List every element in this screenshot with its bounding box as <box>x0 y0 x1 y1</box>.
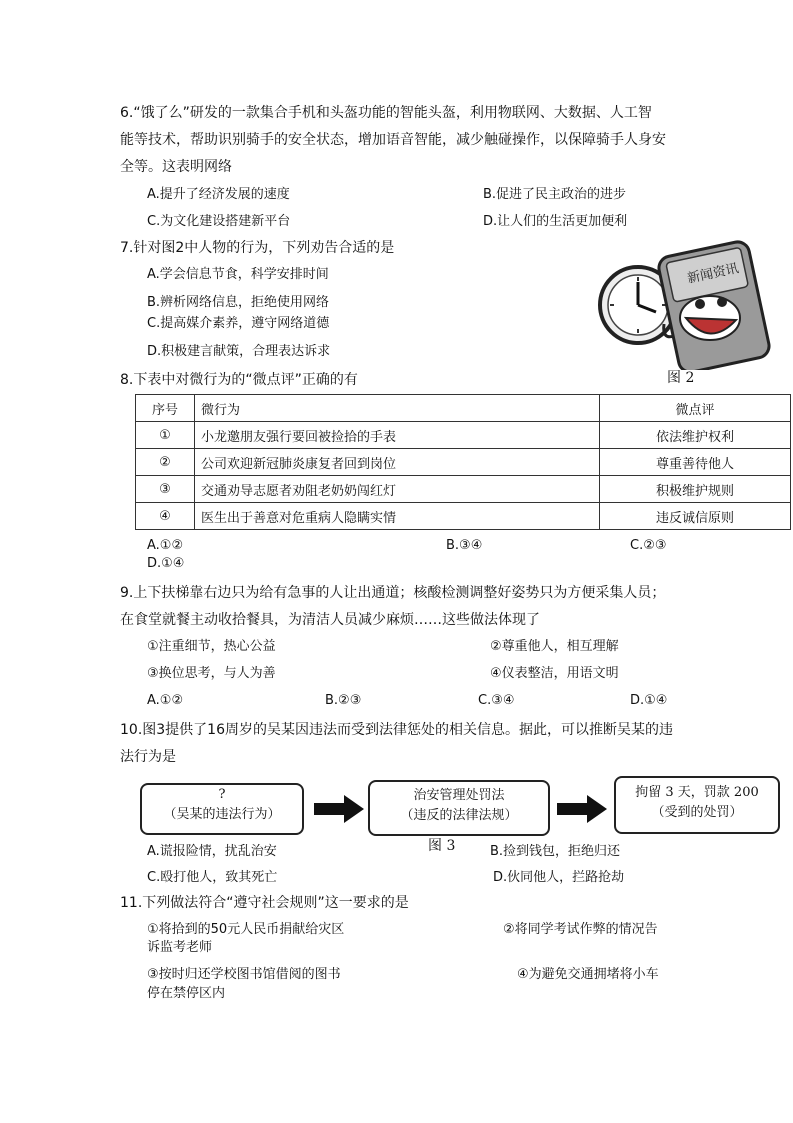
q7-option-a: A.学会信息节食，科学安排时间 <box>147 267 329 282</box>
table-cell-index: ② <box>136 449 195 476</box>
q10-option-c: C.殴打他人，致其死亡 <box>147 870 278 885</box>
q7-option-c: C.提高媒介素养，遵守网络道德 <box>147 316 330 331</box>
q11-stem: 11.下列做法符合“遵守社会规则”这一要求的是 <box>120 895 409 911</box>
q9-option-c: C.③④ <box>478 693 515 708</box>
q9-stem-line2: 在食堂就餐主动收拾餐具，为清洁人员减少麻烦……这些做法体现了 <box>120 612 540 628</box>
q6-option-d: D.让人们的生活更加便利 <box>483 214 628 229</box>
q6-option-b: B.促进了民主政治的进步 <box>483 187 627 202</box>
table-row <box>136 422 791 449</box>
table-cell-behavior: 医生出于善意对危重病人隐瞒实情 <box>195 503 600 530</box>
table-cell-index: ① <box>136 422 195 449</box>
q9-statement-3: ③换位思考，与人为善 <box>147 666 276 681</box>
q7-option-b: B.辨析网络信息，拒绝使用网络 <box>147 295 330 310</box>
q8-option-c: C.②③ <box>630 538 667 553</box>
table-row <box>136 476 791 503</box>
q9-statement-2: ②尊重他人，相互理解 <box>490 639 619 654</box>
table-cell-comment: 依法维护权利 <box>600 422 791 449</box>
table-header-behavior: 微行为 <box>195 395 600 422</box>
table-cell-behavior: 交通劝导志愿者劝阻老奶奶闯红灯 <box>195 476 600 503</box>
arrow-right-icon <box>314 795 364 823</box>
q10-stem-line1: 10.图3提供了16周岁的吴某因违法而受到法律惩处的相关信息。据此，可以推断吴某的违 <box>120 722 673 738</box>
table-header-row <box>136 395 791 422</box>
table-cell-comment: 违反诚信原则 <box>600 503 791 530</box>
q6-stem-line3: 全等。这表明网络 <box>120 159 232 175</box>
arrow-right-icon <box>557 795 607 823</box>
q7-stem: 7.针对图2中人物的行为，下列劝告合适的是 <box>120 240 395 256</box>
q6-stem-line1: 6.“饿了么”研发的一款集合手机和头盔功能的智能头盔，利用物联网、大数据、人工智 <box>120 105 652 121</box>
table-cell-index: ③ <box>136 476 195 503</box>
q9-option-d: D.①④ <box>630 693 668 708</box>
flow-box-penalty-top: 拘留 3 天，罚款 200 <box>635 785 759 800</box>
table-row <box>136 449 791 476</box>
table-cell-comment: 积极维护规则 <box>600 476 791 503</box>
figure-2-illustration <box>598 240 773 370</box>
q6-option-c: C.为文化建设搭建新平台 <box>147 214 291 229</box>
phone-eating-clock-illustration <box>598 240 773 370</box>
flow-box-illegal-act-bottom: （吴某的违法行为） <box>163 807 281 822</box>
flow-box-law-bottom: （违反的法律法规） <box>400 808 518 823</box>
q9-option-b: B.②③ <box>325 693 362 708</box>
micro-behavior-table <box>135 394 791 530</box>
q8-stem: 8.下表中对微行为的“微点评”正确的有 <box>120 372 358 388</box>
phone-character-icon <box>657 240 772 370</box>
q11-statement-4: ④为避免交通拥堵将小车 <box>517 967 659 982</box>
q9-option-a: A.①② <box>147 693 184 708</box>
table-header-index: 序号 <box>136 395 195 422</box>
flow-box-law <box>368 780 550 836</box>
q11-statement-2-cont: 诉监考老师 <box>147 940 213 955</box>
flow-box-law-top: 治安管理处罚法 <box>413 788 505 803</box>
q11-statement-4-cont: 停在禁停区内 <box>147 986 226 1001</box>
q10-option-d: D.伙同他人，拦路抢劫 <box>493 870 625 885</box>
q10-stem-line2: 法行为是 <box>120 749 176 765</box>
q11-statement-1: ①将拾到的50元人民币捐献给灾区 <box>147 922 345 937</box>
q6-option-a: A.提升了经济发展的速度 <box>147 187 290 202</box>
q10-option-a: A.谎报险情，扰乱治安 <box>147 844 277 859</box>
figure-3-caption: 图 3 <box>428 838 456 854</box>
q11-statement-3: ③按时归还学校图书馆借阅的图书 <box>147 967 341 982</box>
table-header-comment: 微点评 <box>600 395 791 422</box>
q6-stem-line2: 能等技术，帮助识别骑手的安全状态，增加语音智能，减少触碰操作，以保障骑手人身安 <box>120 132 666 148</box>
q8-option-b: B.③④ <box>446 538 483 553</box>
table-row <box>136 503 791 530</box>
q8-option-d: D.①④ <box>147 556 185 571</box>
q8-option-a: A.①② <box>147 538 184 553</box>
flow-box-illegal-act-top: ? <box>218 787 226 802</box>
phone-screen-label: 新闻资讯 <box>686 261 741 287</box>
q11-statement-2: ②将同学考试作弊的情况告 <box>503 922 658 937</box>
q9-statement-1: ①注重细节，热心公益 <box>147 639 276 654</box>
q7-option-d: D.积极建言献策，合理表达诉求 <box>147 344 331 359</box>
table-cell-index: ④ <box>136 503 195 530</box>
q9-statement-4: ④仪表整洁，用语文明 <box>490 666 619 681</box>
flow-box-illegal-act <box>140 783 304 835</box>
flow-box-penalty-bottom: （受到的处罚） <box>651 805 743 820</box>
flow-box-penalty <box>614 776 780 834</box>
figure-2-caption: 图 2 <box>667 370 695 386</box>
table-cell-behavior: 公司欢迎新冠肺炎康复者回到岗位 <box>195 449 600 476</box>
q10-option-b: B.捡到钱包，拒绝归还 <box>490 844 621 859</box>
table-cell-behavior: 小龙邀朋友强行要回被捡拾的手表 <box>195 422 600 449</box>
q9-stem-line1: 9.上下扶梯靠右边只为给有急事的人让出通道；核酸检测调整好姿势只为方便采集人员； <box>120 585 666 601</box>
table-cell-comment: 尊重善待他人 <box>600 449 791 476</box>
